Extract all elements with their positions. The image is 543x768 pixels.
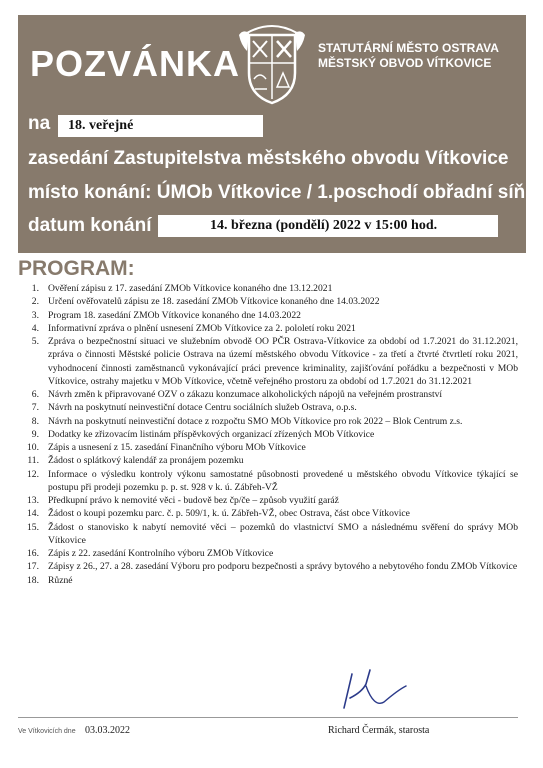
- item-text: Předkupní právo k nemovité věci - budově bez čp/če – způsob využití garáž: [48, 495, 339, 506]
- item-number: 8.: [31, 415, 39, 427]
- item-text: Zpráva o bezpečnostní situaci ve služebním obvodě OO PČR Ostrava-Vítkovice za období od 1.7.2021 do 31.12.2021, zpráva o činnosti Městské policie Ostrava na území městského obvodu Vítkovice - za třetí a čtvrté čtvrtletí roku 2021, vyhodnocení činnosti zaměstnanců vykonávající práci prevence kriminality, zajišťování pořádku a bezpečnosti v MOb Vítkovice, ostrahy majetku v MOb Vítkovice, včetně veřejného prostoru za období od 1.7.2021 do 31.12.2021: [48, 336, 518, 387]
- item-number: 4.: [31, 322, 39, 334]
- session-number-box: 18. veřejné: [58, 115, 263, 137]
- item-text: Zápis a usnesení z 15. zasedání Finančního výboru MOb Vítkovice: [48, 442, 306, 453]
- item-text: Zápis z 22. zasedání Kontrolního výboru ZMOb Vítkovice: [48, 548, 274, 559]
- list-item: [18, 560, 518, 573]
- session-title: zasedání Zastupitelstva městského obvodu Vítkovice: [28, 148, 509, 169]
- item-text: Žádost o koupi pozemku parc. č. p. 509/1, k. ú. Zábřeh-VŽ, obec Ostrava, část obce Vítkovice: [48, 508, 410, 520]
- item-number: 10.: [27, 442, 39, 453]
- item-text: Informativní zpráva o plnění usnesení ZMOb Vítkovice za 2. pololetí roku 2021: [48, 322, 356, 334]
- item-number: 9.: [31, 428, 39, 440]
- city-line-2: MĚSTSKÝ OBVOD VÍTKOVICE: [318, 56, 492, 70]
- invitation-title: POZVÁNKA: [30, 43, 241, 84]
- item-text: Dodatky ke zřizovacím listinám příspěvkových organizací zřízených MOb Vítkovice: [48, 428, 375, 440]
- list-item: [18, 521, 518, 548]
- list-item: [18, 309, 518, 322]
- list-item: [18, 494, 518, 507]
- list-item: [18, 468, 518, 495]
- list-item: [18, 388, 518, 401]
- list-item: [18, 441, 518, 454]
- item-text: Žádost o stanovisko k nabytí nemovité věci – pozemků do vlastnictví SMO a následnému svěření do správy MOb Vítkovice: [48, 521, 518, 546]
- list-item: [18, 335, 518, 388]
- item-text: Návrh na poskytnutí neinvestiční dotace Centru sociálních služeb Ostrava, o.p.s.: [48, 402, 357, 414]
- prefix-na: na: [28, 113, 51, 134]
- place-label: Ve Vítkovicích dne: [18, 728, 76, 735]
- item-number: 18.: [27, 574, 39, 586]
- item-number: 6.: [31, 389, 39, 400]
- handwritten-signature-icon: [340, 668, 410, 713]
- item-text: Program 18. zasedání ZMOb Vítkovice konaného dne 14.03.2022: [48, 309, 301, 321]
- city-line-1: STATUTÁRNÍ MĚSTO OSTRAVA: [318, 41, 499, 55]
- item-number: 16.: [27, 548, 39, 559]
- list-item: [18, 547, 518, 560]
- invitation-header: [18, 15, 526, 253]
- item-number: 1.: [31, 283, 39, 294]
- item-text: Různé: [48, 574, 73, 586]
- ostrava-vitkovice-crest-icon: [233, 21, 311, 107]
- list-item: [18, 401, 518, 414]
- list-item: [18, 454, 518, 467]
- item-number: 14.: [27, 508, 39, 520]
- item-number: 12.: [27, 468, 39, 480]
- list-item: [18, 282, 518, 295]
- item-number: 15.: [27, 521, 39, 533]
- item-number: 7.: [31, 402, 39, 414]
- item-text: Ověření zápisu z 17. zasedání ZMOb Vítkovice konaného dne 13.12.2021: [48, 283, 333, 294]
- list-item: [18, 295, 518, 308]
- item-number: 17.: [27, 561, 39, 573]
- city-name: [318, 41, 499, 71]
- list-item: [18, 428, 518, 441]
- list-item: [18, 507, 518, 520]
- issue-date: 03.03.2022: [85, 725, 130, 736]
- list-item: [18, 322, 518, 335]
- item-text: Návrh na poskytnutí neinvestiční dotace z rozpočtu SMO MOb Vítkovice pro rok 2022 – Blok Centrum z.s.: [48, 415, 463, 427]
- date-value-box: 14. března (pondělí) 2022 v 15:00 hod.: [158, 215, 498, 237]
- item-number: 3.: [31, 309, 39, 321]
- signer-name: Richard Čermák, starosta: [328, 725, 430, 736]
- footer-divider: [18, 717, 518, 718]
- item-text: Určení ověřovatelů zápisu ze 18. zasedání ZMOb Vítkovice konaného dne 14.03.2022: [48, 296, 380, 308]
- item-number: 11.: [27, 455, 39, 467]
- item-text: Návrh změn k připravované OZV o zákazu konzumace alkoholických nápojů na veřejném prostranství: [48, 389, 443, 400]
- item-text: Žádost o splátkový kalendář za pronájem pozemku: [48, 455, 244, 467]
- date-label: datum konání: [28, 215, 152, 236]
- program-heading: PROGRAM:: [18, 257, 135, 280]
- program-list: [18, 282, 518, 587]
- item-text: Zápisy z 26., 27. a 28. zasedání Výboru pro podporu bezpečnosti a správy bytového a nebytového fondu ZMOb Vítkovice: [48, 561, 518, 573]
- item-number: 5.: [31, 336, 39, 347]
- list-item: [18, 574, 518, 587]
- item-text: Informace o výsledku kontroly výkonu samostatné působnosti provedené u městského obvodu Vítkovice týkající se postupu při prodeji pozemku p. p. st. 928 v k. ú. Zábřeh-VŽ: [48, 468, 518, 493]
- item-number: 13.: [27, 495, 39, 506]
- list-item: [18, 415, 518, 428]
- venue-line: místo konání: ÚMOb Vítkovice / 1.poschodí obřadní síň: [28, 182, 526, 203]
- item-number: 2.: [31, 296, 39, 308]
